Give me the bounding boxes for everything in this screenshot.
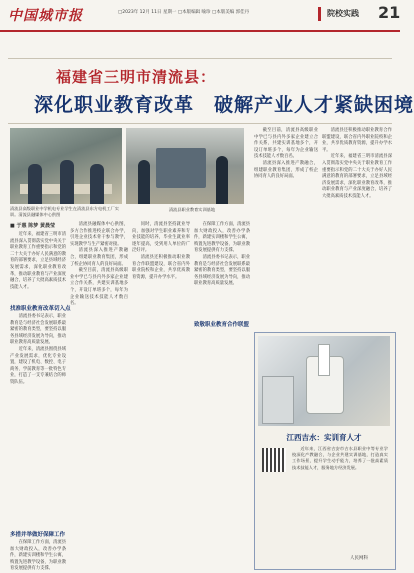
headline: 深化职业教育改革 破解产业人才紧缺困境 [34, 94, 414, 116]
page-number: 21 [378, 3, 401, 22]
qr-code-icon [262, 448, 286, 472]
photo-person [28, 164, 42, 204]
article-column-1b [10, 314, 66, 526]
paragraph: 近年来，清流县围绕县域产业发展需求，优化专业设置，建设了机电、数控、电子商务、学前教育等一批特色专业，打造了一支专兼结合的师资队伍。 [10, 346, 66, 385]
sidebar-credit: 人民网科 [350, 556, 368, 561]
photo-person [60, 160, 74, 204]
paragraph: 近年来，福建省三明市清流县深入贯彻落实党中央关于职业教育工作重要指示和党的二十大关于办好人民满意的教育的部署要求，立足县域经济发展需求，深化职业教育改革，推动职业教育与产业深度融合，培养了大批高素质技术技能人才。 [322, 154, 392, 199]
section-label: 院校实践 [318, 7, 365, 21]
article-column-2 [70, 222, 128, 568]
article-column-4 [194, 222, 250, 568]
paragraph: 近年来，江西省吉安市吉水县职业中等专业学校深化产教融合，与企业共建实训基地，打造真实工作场景，提升学生动手能力，培养了一批高素质技术技能人才，服务地方经济发展。 [292, 446, 388, 470]
paragraph: 在保障工作方面，清流县加大财政投入，改善办学条件，新建实训楼和学生公寓，购置先进教学设备，为职业教育发展提供有力支撑。 [10, 540, 66, 572]
subhead-2: 多措并举做好保障工作 [10, 532, 66, 538]
photo-person [138, 160, 150, 204]
paragraph: 截至目前，清流县高级职业中学已与县内外多家企业建立合作关系，共建实训基地多个，开设订单班多个，每年为企业输送技术技能人才数百名。 [254, 128, 318, 160]
sidebar-text [292, 446, 388, 544]
paragraph: 清流县深入推进产教融合，组建职业教育集团，形成了校企协同育人的良好局面。 [70, 248, 128, 267]
sidebar-title: 江西吉水：实训育人才 [286, 433, 362, 442]
paragraph: 截至目前，清流县高级职业中学已与县内外多家企业建立合作关系，共建实训基地多个，开设订单班多个，每年为企业输送技术技能人才数百名。 [70, 268, 128, 307]
paragraph: 清流县融媒体中心供图，多方合作推进校企联合办学，引进企业技术骨干参与教学，实现教学与生产紧密对接。 [70, 222, 128, 247]
sidebar-photo [258, 336, 390, 426]
article-photo-1 [10, 128, 122, 204]
paragraph: 在保障工作方面，清流县加大财政投入，改善办学条件，新建实训楼和学生公寓，购置先进教学设备，为职业教育发展提供有力支撑。 [194, 222, 250, 254]
paragraph: 清流县还积极推动职业教育合作联盟建设，联合省内外职业院校和企业，共享优质教育资源，提升办学水平。 [322, 128, 392, 153]
article-column-3 [132, 222, 190, 568]
issue-meta: □2023年 12月 11日 星期一 □本版编辑 喻珍 □本版美编 郭佳丹 [118, 10, 250, 15]
paragraph: 清流县还积极推动职业教育合作联盟建设，联合省内外职业院校和企业，共享优质教育资源，提升办学水平。 [132, 254, 190, 280]
article-column-1 [10, 232, 66, 300]
headline-rule-bottom [8, 123, 392, 124]
masthead [0, 0, 400, 32]
headline-rule-top [8, 58, 392, 59]
article-photo-2 [126, 128, 244, 204]
photo-1-caption: 清流县高级职业中学机电专业学生在清流县东方电机工厂实训。清流县融媒体中心供图 [10, 206, 119, 217]
newspaper-logo: 中国城市报 [8, 8, 83, 24]
paragraph: 同时，清流县坚持就业导向，加强对学生职业素养和专业技能的培养，毕业生就业率逐年提高，受到用人单位的广泛好评。 [132, 222, 190, 254]
subhead-1: 找准职业教育改革切入点 [10, 306, 71, 312]
byline: ■ 于惠 陈梦 黄晨莹 [10, 223, 55, 229]
photo-robot-arm [318, 344, 330, 376]
photo-person [216, 156, 228, 204]
paragraph: 清流县委书记表示，职业教育是与经济社会发展联系最紧密的教育类型，要坚持以服务县域经济发展为导向，推动职业教育高质量发展。 [194, 254, 250, 287]
kicker: 福建省三明市清流县： [56, 68, 217, 86]
photo-machine [156, 148, 206, 188]
article-column-1c [10, 540, 66, 572]
article-column-6 [322, 128, 392, 328]
photo-person [90, 164, 104, 204]
paragraph: 近年来，福建省三明市清流县深入贯彻落实党中央关于职业教育工作重要指示和党的二十大关于办好人民满意的教育的部署要求，立足县域经济发展需求，深化职业教育改革，推动职业教育与产业深度融合，培养了大批高素质技术技能人才。 [10, 232, 66, 290]
article-column-5 [254, 128, 318, 328]
paragraph: 清流县委书记表示，职业教育是与经济社会发展联系最紧密的教育类型，要坚持以服务县域经济发展为导向，推动职业教育高质量发展。 [10, 314, 66, 346]
subhead-3: 致敬职业教育合作联盟 [194, 322, 250, 328]
photo-cabinet [262, 376, 294, 424]
paragraph: 清流县深入推进产教融合，组建职业教育集团，形成了校企协同育人的良好局面。 [254, 160, 318, 180]
photo-2-caption: 清流县职业教育实训基地 [168, 207, 216, 212]
